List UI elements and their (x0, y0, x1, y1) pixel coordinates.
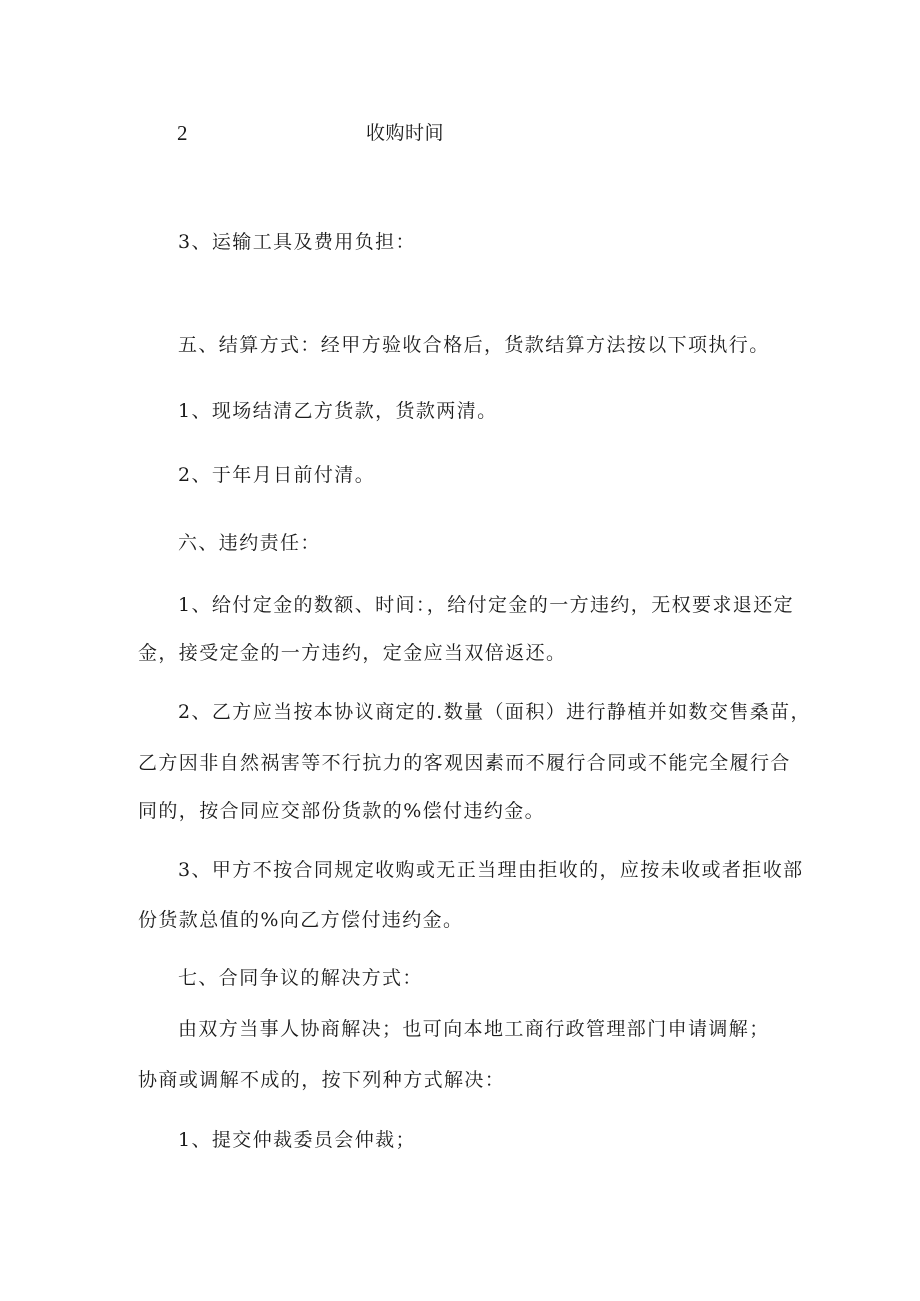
item-number: 2 (177, 121, 189, 145)
section-six-item-1-line: 1、给付定金的数额、时间：，给付定金的一方违约，无权要求退还定 (178, 594, 794, 616)
section-six-item-3-line: 3、甲方不按合同规定收购或无正当理由拒收的，应按未收或者拒收部 (178, 859, 804, 881)
section-six-item-2-line: 2、乙方应当按本协议商定的.数量（面积）进行静植并如数交售桑苗， (178, 701, 811, 723)
section-six-heading: 六、违约责任： (178, 532, 321, 554)
section-seven-heading: 七、合同争议的解决方式： (178, 967, 423, 989)
section-five-heading: 五、结算方式：经甲方验收合格后，货款结算方法按以下项执行。 (178, 334, 770, 356)
section-six-item-2-line: 同的，按合同应交部份货款的%偿付违约金。 (138, 800, 546, 822)
section-six-item-2-line: 乙方因非自然祸害等不行抗力的客观因素而不履行合同或不能完全履行合 (138, 752, 791, 774)
transport-clause: 3、运输工具及费用负担： (178, 231, 416, 253)
purchase-time-label: 收购时间 (366, 122, 445, 144)
section-seven-item: 1、提交仲裁委员会仲裁； (178, 1129, 416, 1151)
section-six-item-3-line: 份货款总值的%向乙方偿付违约金。 (138, 909, 464, 931)
section-seven-body-line: 协商或调解不成的，按下列种方式解决： (138, 1069, 506, 1091)
section-seven-body-line: 由双方当事人协商解决；也可向本地工商行政管理部门申请调解； (178, 1018, 770, 1040)
section-six-item-1-line: 金，接受定金的一方违约，定金应当双倍返还。 (138, 642, 567, 664)
section-five-item: 1、现场结清乙方货款，货款两清。 (178, 400, 498, 422)
section-five-item: 2、于年月日前付清。 (178, 464, 376, 486)
